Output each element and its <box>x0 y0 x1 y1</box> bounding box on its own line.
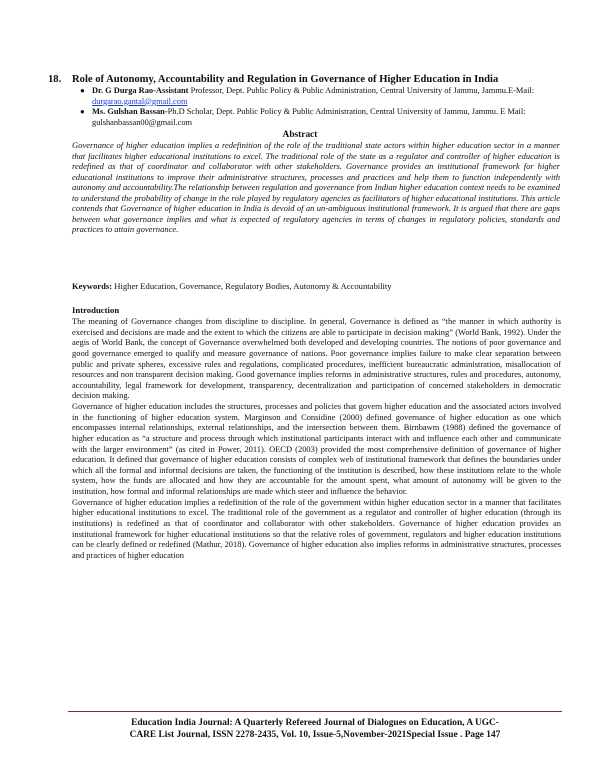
author-item <box>80 107 560 128</box>
keywords-line <box>72 281 560 292</box>
author-affiliation: Ph.D Scholar, Dept. Public Policy & Public Administration, Central University of Jammu, Jammu. E Mail: gulshanbassan00@gmail.com <box>92 107 526 127</box>
article-number: 18. <box>48 74 62 85</box>
body-paragraph: The meaning of Governance changes from discipline to discipline. In general, Governance is defined as “the manner in which authority is exercised and decisions are made and the extent to which the citizens are able to participate in decision making” (World Bank, 1992). Under the aegis of World Bank, the concept of Governance overwhelmed both developed and developing countries. The notions of poor governance and good governance emerged to qualify and measure governance of nations. Poor governance implies failure to make clear separation between public and private spheres, excessive rules and regulations, complicated procedures, inefficient bureaucratic administration, misallocation of resources and non transparent decision making. Good governance implies reforms in administrative structures, rules and procedures, autonomy, accountability, legal framework for development, transparency, decentralization and participation of concerned stakeholders in democratic decision making. <box>72 316 561 401</box>
article-title-text: Role of Autonomy, Accountability and Regulation in Governance of Higher Education in India <box>72 74 499 85</box>
introduction-body <box>72 316 561 560</box>
author-affiliation: Professor, Dept. Public Policy & Public Administration, Central University of Jammu, Jammu.E-Mail: <box>188 86 535 95</box>
body-paragraph: Governance of higher education implies a redefinition of the role of the government within higher education sector in a manner that facilitates higher educational institutions to excel. The traditional role of the government as a regulator and controller of higher education (through its institutions) is redefined as that of coordinator and collaborator with other stakeholders. Governance of higher education provides an institutional framework for higher educational institutions so that the relative roles of government, regulators and higher education institutions can be clearly defined or redefined (Mathur, 2018). Governance of higher education also implies reforms in administrative structures, processes and practices of higher education <box>72 496 561 560</box>
introduction-heading: Introduction <box>72 305 120 315</box>
article-title <box>48 73 558 86</box>
author-name: Ms. Gulshan Bassan- <box>92 107 168 117</box>
bullet-icon: ● <box>80 86 85 95</box>
footer-divider <box>68 711 562 712</box>
page-footer <box>68 717 562 741</box>
author-name: Dr. G Durga Rao-Assistant <box>92 86 189 95</box>
bullet-icon: ● <box>80 107 85 117</box>
keywords-label: Keywords: <box>72 281 113 291</box>
author-email-link[interactable]: durgarao.gantal@gmail.com <box>92 96 188 106</box>
author-item <box>80 86 560 107</box>
abstract-text: Governance of higher education implies a redefinition of the role of the traditional state actors within higher education sector in a manner that facilitates higher educational institutions to excel. The traditional role of the state as a regulator and controller of higher education is redefined as that of coordinator and collaborator with other stakeholders. Governance provides an institutional framework for higher educational institutions to improve their administrative structures, processes and practices and help them to function independently with autonomy and accountability.The relationship between regulation and governance from Indian higher education context needs to be examined to understand the probability of change in the role played by regulatory agencies as facilitators of higher educational institutions. This article contends that Governance of higher education in India is devoid of an un-ambiguous institutional framework. It is argued that there are gaps between what governance implies and what is expected of regulatory agencies in terms of changes in regulatory policies, standards and practices to attain governance. <box>72 140 560 235</box>
abstract-heading: Abstract <box>282 130 318 140</box>
body-paragraph: Governance of higher education includes the structures, processes and policies that govern higher education and the associated actors involved in the functioning of higher education system. Marginson and Considine (2000) defined governance of higher education as one which encompasses internal relationships, external relationships, and the intersection between them. Birnbawm (1988) defined the governance of higher education as “a structure and process through which institutional participants interact with and influence each other and communicate with the larger environment” (as cited in Power, 2011). OECD (2003) provided the most comprehensive definition of governance of higher education. It defined that governance of higher education consists of complex web of institutional framework that defines the boundaries under which all the formal and informal decisions are taken, the functioning of the institution is described, how these institutions relate to the whole system, how the funds are allocated and how they are accountable for the amount spent, what amount of autonomy will be given to the institution, how formal and informal relationships are made which steer and influence the behavior. <box>72 401 561 496</box>
footer-line: Education India Journal: A Quarterly Refereed Journal of Dialogues on Education, A UGC- <box>131 718 499 728</box>
footer-line: CARE List Journal, ISSN 2278-2435, Vol. 10, Issue-5,November-2021Special Issue . Page 147 <box>129 730 501 740</box>
keywords-text: Higher Education, Governance, Regulatory Bodies, Autonomy & Accountability <box>112 281 392 291</box>
author-list <box>80 86 560 128</box>
